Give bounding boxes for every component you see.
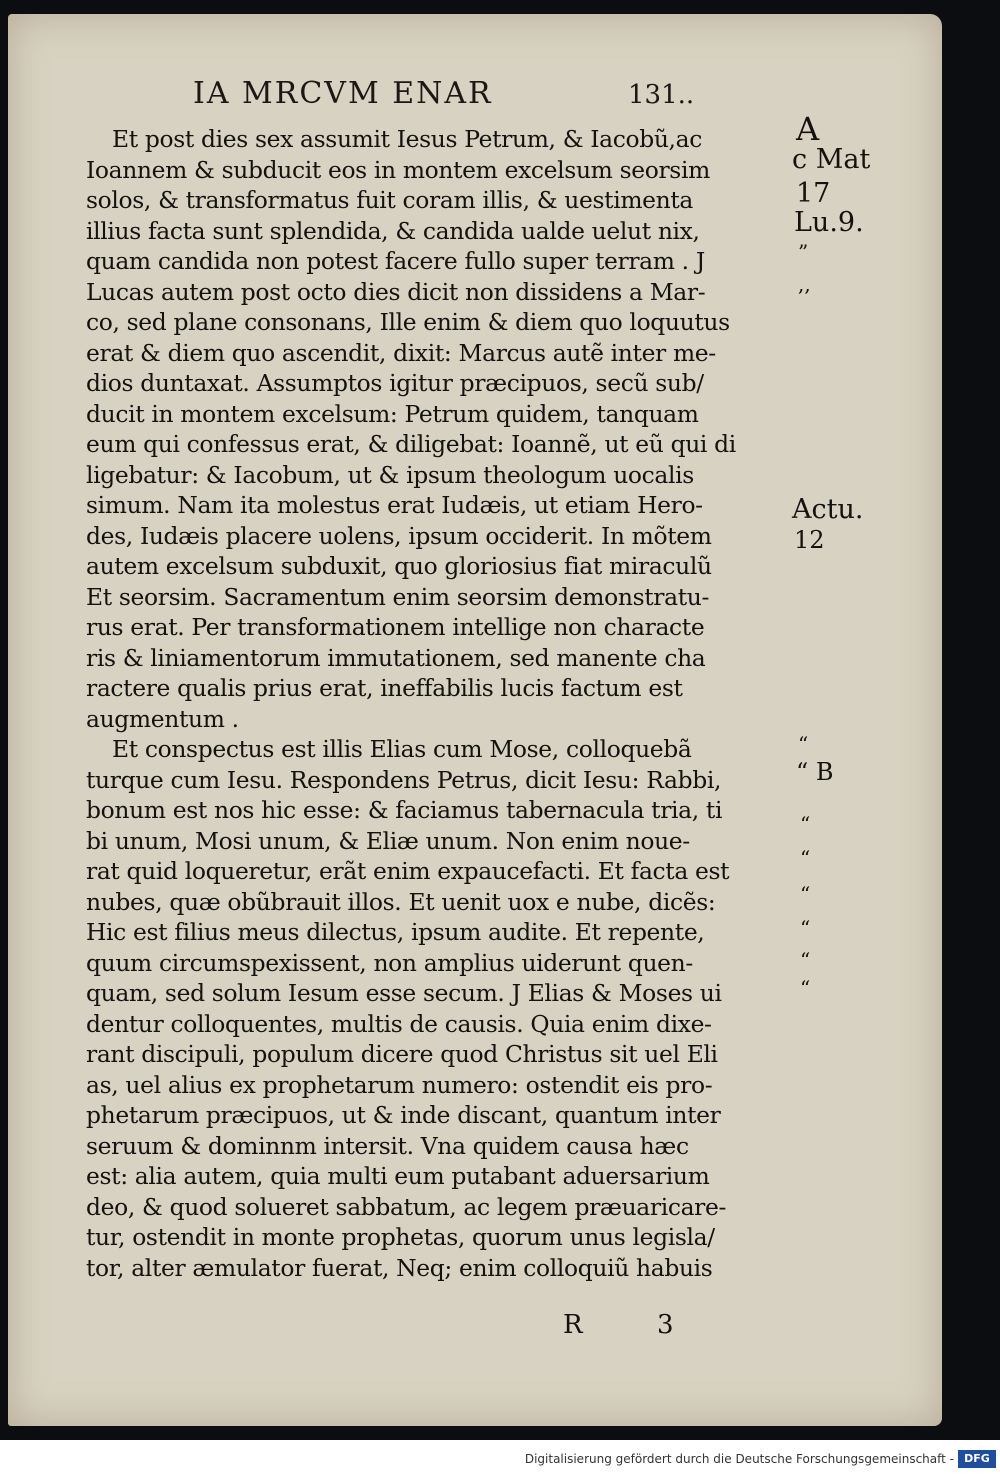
text-line: co, sed plane consonans, Ille enim & diem quo loquutus [86,308,730,336]
margin-note: “ [798,732,809,756]
margin-note: c Mat [792,144,871,175]
text-line: eum qui confessus erat, & diligebat: Ioannẽ, ut eũ qui di [86,430,736,458]
text-line: turque cum Iesu. Respondens Petrus, dicit Iesu: Rabbi, [86,765,722,794]
text-line: erat & diem quo ascendit, dixit: Marcus autẽ inter me- [86,338,716,367]
margin-notes [788,110,908,1010]
margin-note: “ [800,948,811,972]
text-line: deo, & quod solueret sabbatum, ac legem præuaricare- [86,1192,727,1221]
text-line: Ioannem & subducit eos in montem excelsum seorsim [86,155,710,184]
text-line: illius facta sunt splendida, & candida ualde uelut nix, [86,216,700,245]
text-line: ligebatur: & Iacobum, ut & ipsum theologum uocalis [86,460,694,489]
margin-note: ” [798,240,809,264]
margin-note: 12 [794,526,825,554]
text-line: est: alia autem, quia multi eum putabant aduersarium [86,1162,710,1190]
signature-mark [563,1310,693,1350]
margin-note: A [796,110,820,148]
text-line: phetarum præcipuos, ut & inde discant, quantum inter [86,1101,721,1129]
margin-note: 17 [796,178,831,209]
margin-note: “ [800,812,811,836]
text-line: augmentum . [86,704,239,733]
text-line: seruum & dominnm intersit. Vna quidem causa hæc [86,1131,689,1160]
margin-note: “ [800,976,811,1000]
text-line: des, Iudæis placere uolens, ipsum occiderit. In mõtem [86,521,712,550]
text-line: tor, alter æmulator fuerat, Neq; enim colloquiũ habuis [86,1253,713,1282]
margin-note: Lu.9. [794,207,864,238]
text-line: ducit in montem excelsum: Petrum quidem, tanquam [86,399,699,428]
text-line: simum. Nam ita molestus erat Iudæis, ut etiam Hero- [86,491,703,519]
text-line: bi unum, Mosi unum, & Eliæ unum. Non enim noue- [86,826,690,855]
funding-credit: Digitalisierung gefördert durch die Deutsche Forschungsgemeinschaft - [524,1452,954,1466]
page-header [193,76,743,120]
footer-bar [0,1440,1000,1474]
text-line: rus erat. Per transformationem intellige non characte [86,613,705,641]
folio-number: 131.. [628,80,695,110]
text-line: nubes, quæ obũbrauit illos. Et uenit uox e nube, dicẽs: [86,887,716,916]
text-line: autem excelsum subduxit, quo gloriosius fiat miraculũ [86,552,712,580]
dfg-logo-icon: DFG [958,1450,996,1468]
text-line: Et conspectus est illis Elias cum Mose, colloquebã [112,735,692,763]
margin-note: Actu. [792,494,864,525]
text-line: dentur colloquentes, multis de causis. Quia enim dixe- [86,1009,712,1038]
text-line: rant discipuli, populum dicere quod Christus sit uel Eli [86,1040,718,1068]
text-line: Et seorsim. Sacramentum enim seorsim demonstratu- [86,582,710,611]
signature-number: 3 [657,1310,674,1340]
text-line: quam, sed solum Iesum esse secum. J Elias & Moses ui [86,979,722,1007]
text-line: ris & liniamentorum immutationem, sed manente cha [86,643,706,672]
running-title: IA MRCVM ENAR [193,76,493,111]
body-text [86,124,776,1314]
text-line: Lucas autem post octo dies dicit non dissidens a Mar- [86,277,706,306]
text-line: Et post dies sex assumit Iesus Petrum, & Iacobũ,ac [112,125,702,153]
signature-letter: R [563,1310,583,1340]
text-line: quum circumspexissent, non amplius uiderunt quen- [86,948,693,977]
text-line: solos, & transformatus fuit coram illis, & uestimenta [86,186,694,214]
margin-note: “ B [796,758,834,786]
text-line: quam candida non potest facere fullo super terram . J [86,247,705,275]
text-line: bonum est nos hic esse: & faciamus tabernacula tria, ti [86,796,723,824]
margin-note: “ [800,882,811,906]
text-line: ractere qualis prius erat, ineffabilis lucis factum est [86,674,683,702]
margin-note: ,, [798,272,811,296]
margin-note: “ [800,846,811,870]
text-line: dios duntaxat. Assumptos igitur præcipuos, secũ sub/ [86,369,704,397]
text-line: as, uel alius ex prophetarum numero: ostendit eis pro- [86,1070,713,1099]
text-line: rat quid loqueretur, erãt enim expaucefacti. Et facta est [86,857,730,885]
text-line: tur, ostendit in monte prophetas, quorum unus legisla/ [86,1223,715,1251]
margin-note: “ [800,916,811,940]
text-line: Hic est filius meus dilectus, ipsum audite. Et repente, [86,918,705,946]
book-page [8,14,942,1426]
